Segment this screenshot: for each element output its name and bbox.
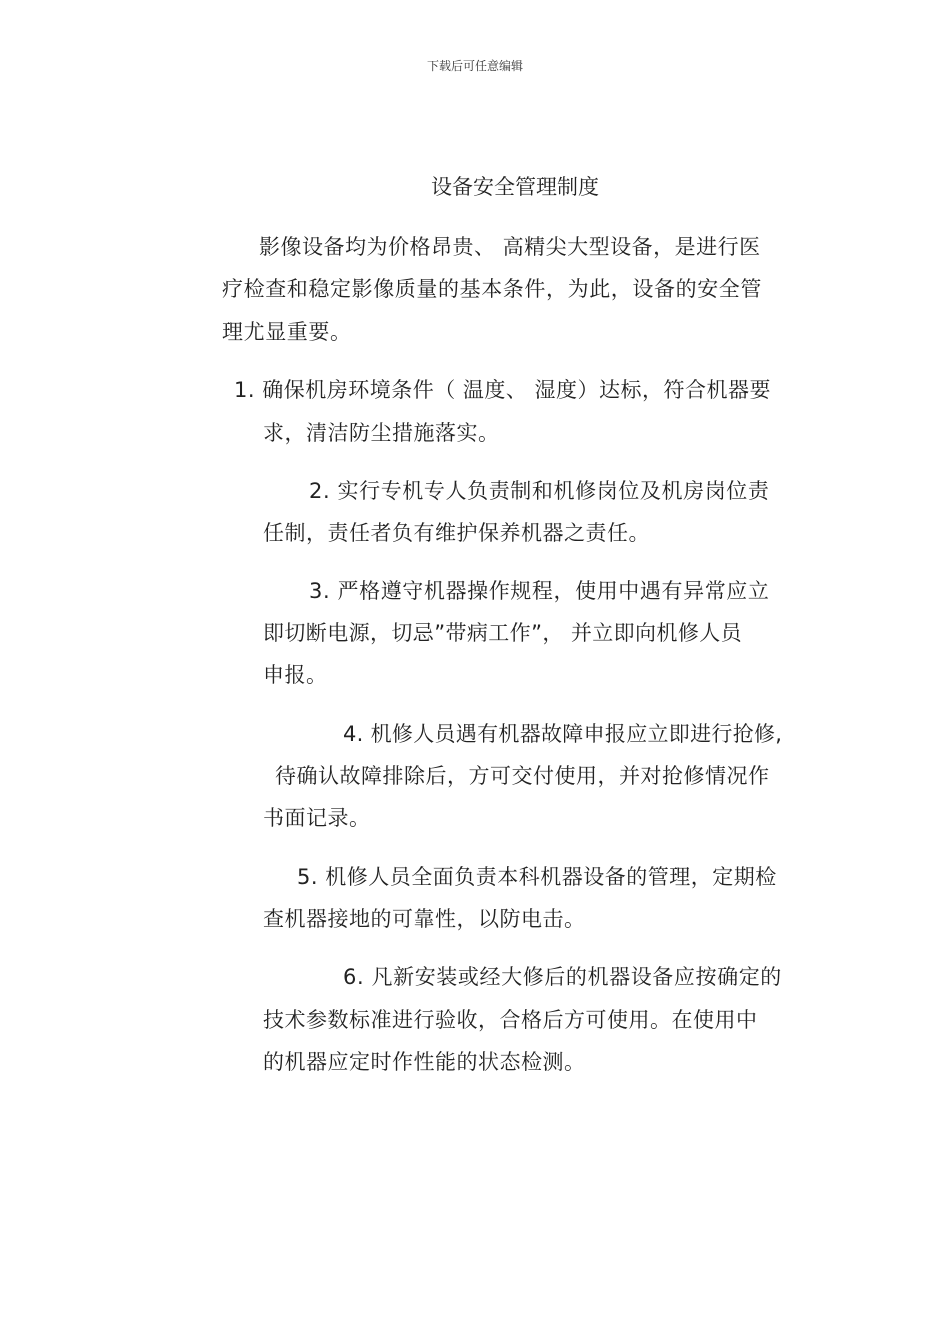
list-item-line: 6. 凡新安装或经大修后的机器设备应按确定的 xyxy=(343,965,782,989)
list-item-line: 5. 机修人员全面负责本科机器设备的管理，定期检 xyxy=(297,865,777,889)
intro-line: 疗检查和稳定影像质量的基本条件，为此，设备的安全管 xyxy=(222,277,762,301)
list-item-line: 书面记录。 xyxy=(263,806,371,830)
list-item-line: 求，清洁防尘措施落实。 xyxy=(263,421,500,445)
list-item-line: 2. 实行专机专人负责制和机修岗位及机房岗位责 xyxy=(309,479,770,503)
list-item-line: 4. 机修人员遇有机器故障申报应立即进行抢修, xyxy=(343,722,783,746)
intro-line: 影像设备均为价格昂贵、 高精尖大型设备，是进行医 xyxy=(259,235,761,259)
list-item-line: 申报。 xyxy=(263,663,328,687)
list-item-line: 技术参数标准进行验收，合格后方可使用。在使用中 xyxy=(263,1008,758,1032)
header-note: 下载后可任意编辑 xyxy=(426,59,523,73)
document-title: 设备安全管理制度 xyxy=(431,175,599,199)
list-item-line: 1. 确保机房环境条件（ 温度、 湿度）达标，符合机器要 xyxy=(234,378,772,402)
list-item-line: 查机器接地的可靠性，以防电击。 xyxy=(263,907,586,931)
list-item-line: 任制，责任者负有维护保养机器之责任。 xyxy=(263,521,650,545)
list-item-line: 即切断电源，切忌”带病工作”， 并立即向机修人员 xyxy=(263,621,743,645)
list-item-line: 3. 严格遵守机器操作规程，使用中遇有异常应立 xyxy=(309,579,770,603)
list-item-line: 的机器应定时作性能的状态检测。 xyxy=(263,1050,586,1074)
list-item-line: 待确认故障排除后，方可交付使用，并对抢修情况作 xyxy=(275,764,770,788)
intro-line: 理尤显重要。 xyxy=(222,320,352,344)
